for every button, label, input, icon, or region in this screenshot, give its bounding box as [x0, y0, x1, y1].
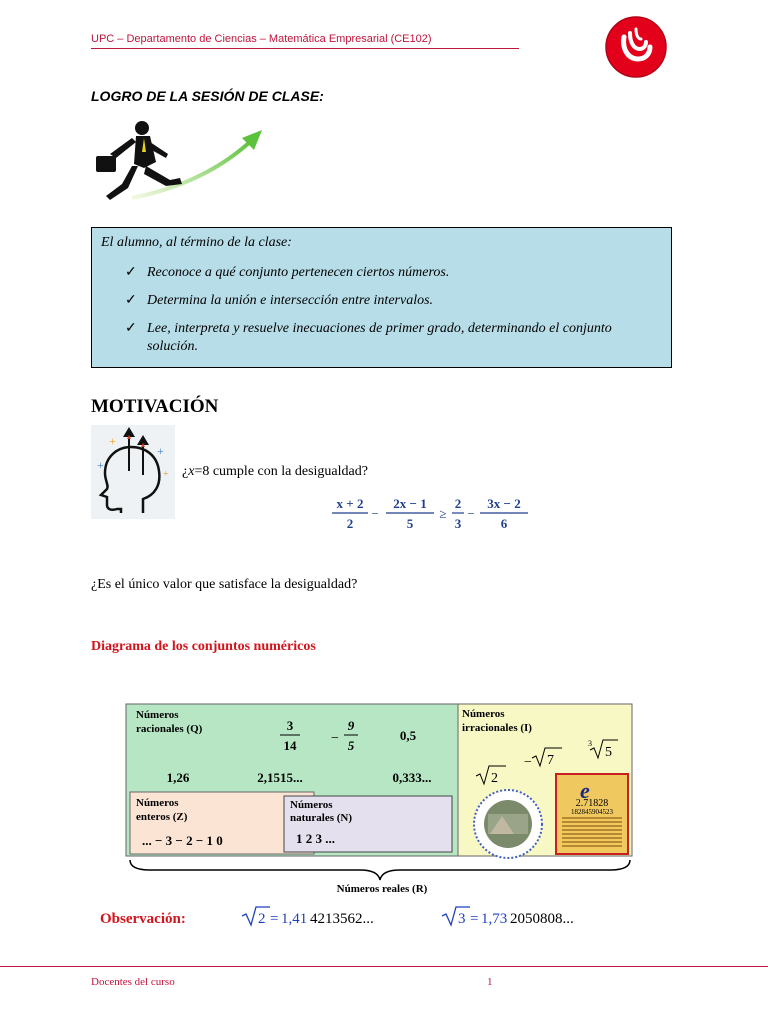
reals-label: Números reales (R) [336, 883, 428, 895]
decimal-0-333: 0,333... [392, 770, 432, 785]
header-divider [91, 48, 519, 49]
motivation-question-2: ¿Es el único valor que satisface la desigualdad? [91, 577, 358, 592]
session-goal-title: LOGRO DE LA SESIÓN DE CLASE: [91, 88, 324, 104]
integer-label-line1: Números [136, 797, 179, 809]
sqrt3-rest: 2050808... [510, 911, 574, 927]
irrational-sqrt2-radicand: 2 [491, 771, 498, 786]
checkmark-icon: ✓ [125, 321, 137, 336]
objective-text: Determina la unión e intersección entre intervalos. [147, 293, 434, 308]
number-sets-diagram [90, 700, 650, 900]
eq-term3-den: 3 [454, 516, 462, 531]
sqrt2-equals: = [270, 911, 279, 927]
objective-item [125, 292, 647, 310]
euler-e-digits: 182845904523 [571, 808, 613, 816]
svg-text:+: + [109, 434, 116, 448]
observation-label: Observación: [100, 911, 186, 927]
objective-item [125, 264, 647, 282]
objectives-box [91, 227, 672, 368]
eq-term2-den: 5 [406, 516, 414, 531]
fraction1-den: 14 [283, 738, 297, 753]
irrational-label-line2: irracionales (I) [462, 722, 532, 734]
irrational-label-line1: Números [462, 708, 505, 720]
diagram-title: Diagrama de los conjuntos numéricos [91, 639, 316, 654]
rational-label-line1: Números [136, 709, 179, 721]
thinking-head-illustration [91, 425, 175, 519]
objective-text: Lee, interpreta y resuelve inecuaciones de primer grado, determinando el conjunto solución. [147, 321, 612, 354]
integer-values: ... − 3 − 2 − 1 0 [142, 833, 223, 848]
eq-term1-num: x + 2 [336, 496, 364, 511]
checkmark-icon: ✓ [125, 293, 137, 308]
svg-text:+: + [163, 469, 169, 480]
reals-brace [130, 860, 630, 880]
page-number: 1 [487, 976, 493, 988]
question-prefix: ¿ [182, 464, 189, 479]
irrational-sqrt7-sign: − [524, 755, 532, 770]
inequality-equation [330, 494, 530, 534]
eq-relation: ≥ [439, 506, 447, 521]
irrational-sqrt7-radicand: 7 [547, 753, 554, 768]
objective-item [125, 320, 647, 356]
checkmark-icon: ✓ [125, 265, 137, 280]
eq-op1: − [371, 506, 379, 521]
decimal-0-5: 0,5 [399, 728, 417, 743]
eq-term1-den: 2 [346, 516, 354, 531]
observation-line [100, 903, 620, 931]
footer-text: Docentes del curso [91, 976, 175, 988]
fraction2-num: 9 [347, 718, 355, 733]
upc-logo [604, 15, 668, 79]
question-variable: x [188, 464, 195, 479]
svg-text:+: + [97, 458, 104, 472]
objective-text: Reconoce a qué conjunto pertenecen ciertos números. [147, 265, 450, 280]
page-header-text: UPC – Departamento de Ciencias – Matemática Empresarial (CE102) [91, 33, 432, 45]
objectives-intro: El alumno, al término de la clase: [101, 235, 292, 250]
running-businessman-illustration [92, 118, 268, 218]
seal-circle-image [474, 790, 542, 858]
sqrt2-highlight: 1,41 [281, 911, 308, 927]
eq-term2-num: 2x − 1 [393, 496, 427, 511]
euler-e-value: 2.71828 [575, 798, 609, 809]
decimal-2-1515: 2,1515... [257, 770, 303, 785]
eq-term4-num: 3x − 2 [487, 496, 521, 511]
sqrt2-rest: 4213562... [310, 911, 374, 927]
footer-divider [0, 966, 768, 967]
sqrt3-equals: = [470, 911, 479, 927]
decimal-1-26: 1,26 [166, 770, 190, 785]
rational-label-line2: racionales (Q) [136, 723, 203, 735]
fraction2-sign: − [331, 731, 339, 746]
motivation-heading: MOTIVACIÓN [91, 396, 219, 417]
integer-label-line2: enteros (Z) [136, 811, 188, 823]
eq-op2: − [467, 506, 475, 521]
eq-term3-num: 2 [454, 496, 462, 511]
sqrt3-highlight: 1,73 [481, 911, 508, 927]
motivation-question-1 [182, 464, 368, 480]
natural-values: 1 2 3 ... [296, 831, 335, 846]
irrational-cbrt5-radicand: 5 [605, 745, 612, 760]
fraction2-den: 5 [347, 738, 355, 753]
question-rest: =8 cumple con la desigualdad? [194, 464, 368, 479]
fraction1-num: 3 [286, 718, 294, 733]
irrational-cbrt5-index: 3 [588, 739, 592, 748]
natural-label-line2: naturales (N) [290, 812, 353, 824]
euler-e-symbol: e [580, 778, 590, 803]
svg-text:+: + [157, 444, 164, 458]
sqrt3-radicand: 3 [458, 911, 466, 927]
eq-term4-den: 6 [500, 516, 508, 531]
sqrt2-radicand: 2 [258, 911, 266, 927]
natural-label-line1: Números [290, 799, 333, 811]
